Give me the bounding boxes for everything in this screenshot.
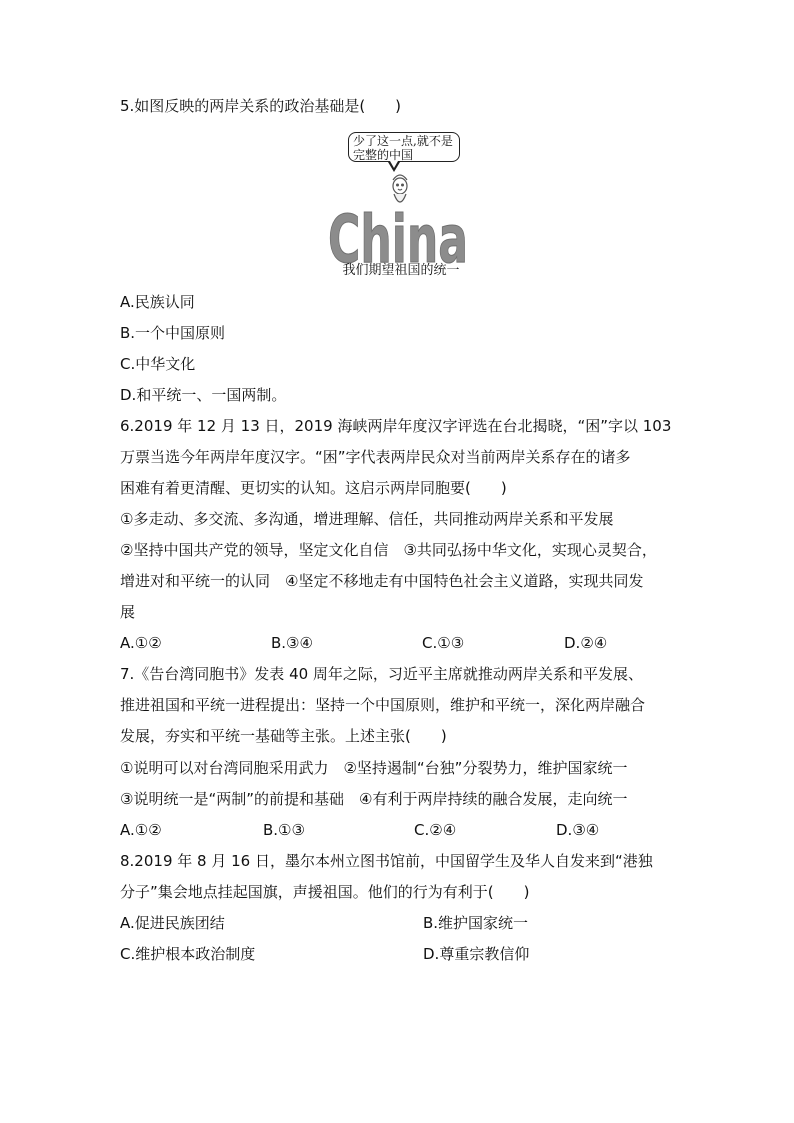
q5-option-b[interactable]: B.一个中国原则 [120, 324, 226, 342]
q8-option-a[interactable]: A.促进民族团结 [120, 914, 225, 932]
q6-option-c[interactable]: C.①③ [422, 634, 465, 652]
q8-option-b[interactable]: B.维护国家统一 [423, 914, 529, 932]
speech-bubble: 少了这一点,就不是完整的中国 [348, 132, 460, 162]
q5-option-d[interactable]: D.和平统一、一国两制。 [120, 386, 287, 404]
q5-option-a[interactable]: A.民族认同 [120, 293, 195, 311]
q7-option-c[interactable]: C.②④ [414, 821, 457, 839]
q5-stem: 5.如图反映的两岸关系的政治基础是( ) [120, 97, 402, 115]
cartoon-figure-icon [393, 175, 407, 202]
q6-statement-line: 展 [120, 603, 136, 621]
q7-stem-line: 发展，夯实和平统一基础等主张。上述主张( ) [120, 727, 447, 745]
china-word: China [328, 201, 468, 265]
q7-statement-line: ①说明可以对台湾同胞采用武力 ②坚持遏制“台独”分裂势力，维护国家统一 [120, 759, 628, 777]
q6-statement-line: ②坚持中国共产党的领导，坚定文化自信 ③共同弘扬中华文化，实现心灵契合， [120, 541, 657, 559]
q6-option-a[interactable]: A.①② [120, 634, 162, 652]
q7-option-b[interactable]: B.①③ [263, 821, 305, 839]
q7-statement-line: ③说明统一是“两制”的前提和基础 ④有利于两岸持续的融合发展，走向统一 [120, 790, 628, 808]
q6-statement-line: 增进对和平统一的认同 ④坚定不移地走有中国特色社会主义道路，实现共同发 [120, 572, 644, 590]
q6-statement-line: ①多走动、多交流、多沟通，增进理解、信任，共同推动两岸关系和平发展 [120, 510, 614, 528]
q7-option-a[interactable]: A.①② [120, 821, 162, 839]
q5-option-c[interactable]: C.中华文化 [120, 355, 196, 373]
q8-option-d[interactable]: D.尊重宗教信仰 [423, 945, 530, 963]
q6-stem-line: 万票当选今年两岸年度汉字。“困”字代表两岸民众对当前两岸关系存在的诸多 [120, 448, 631, 466]
q7-stem-line: 7.《告台湾同胞书》发表 40 周年之际，习近平主席就推动两岸关系和平发展、 [120, 665, 643, 683]
q8-stem-line: 分子”集会地点挂起国旗，声援祖国。他们的行为有利于( ) [120, 883, 530, 901]
q6-option-b[interactable]: B.③④ [271, 634, 313, 652]
q7-stem-line: 推进祖国和平统一进程提出：坚持一个中国原则，维护和平统一，深化两岸融合 [120, 696, 646, 714]
china-illustration [318, 170, 478, 265]
q5-figure [318, 132, 478, 282]
q7-option-d[interactable]: D.③④ [556, 821, 600, 839]
q6-option-d[interactable]: D.②④ [564, 634, 608, 652]
q8-stem-line: 8.2019 年 8 月 16 日，墨尔本州立图书馆前，中国留学生及华人自发来到“港独 [120, 852, 653, 870]
q8-option-c[interactable]: C.维护根本政治制度 [120, 945, 256, 963]
q6-stem-line: 困难有着更清醒、更切实的认知。这启示两岸同胞要( ) [120, 479, 507, 497]
figure-caption: 我们期望祖国的统一 [342, 263, 460, 278]
q6-stem-line: 6.2019 年 12 月 13 日，2019 海峡两岸年度汉字评选在台北揭晓，“困”字以 103 [120, 417, 672, 435]
